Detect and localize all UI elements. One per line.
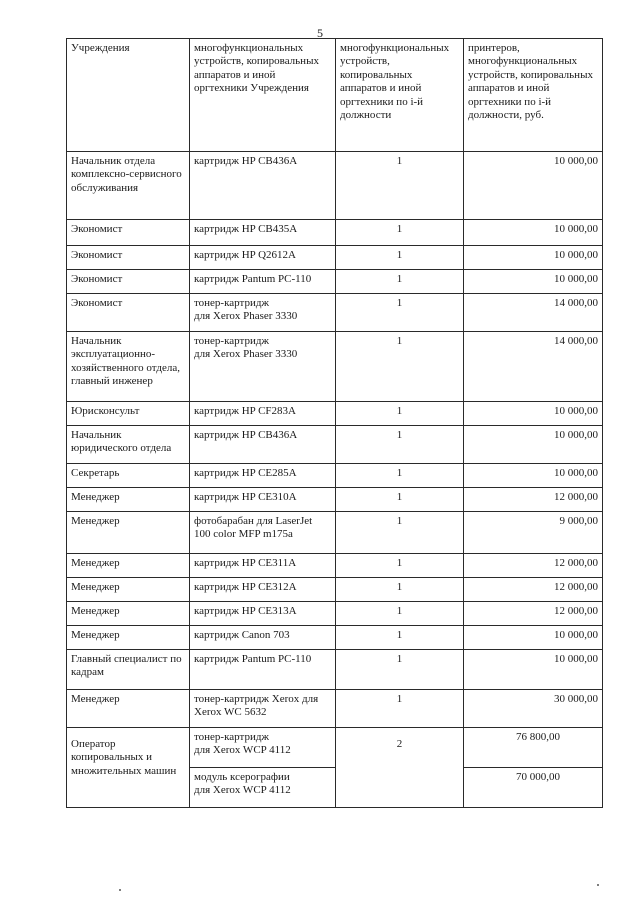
table-row-operator	[67, 728, 603, 808]
item-cell: картридж HP CE312A	[190, 578, 336, 602]
item-cell: тонер-картридж Xerox для Xerox WC 5632	[190, 690, 336, 728]
price-cell: 30 000,00	[464, 690, 603, 728]
item-cell: тонер-картридж для Xerox Phaser 3330	[190, 332, 336, 402]
price-cell: 14 000,00	[464, 294, 603, 332]
position-cell: Менеджер	[67, 554, 190, 578]
item-cell: картридж HP Q2612A	[190, 246, 336, 270]
position-cell: Менеджер	[67, 602, 190, 626]
table-row	[67, 690, 603, 728]
position-cell: Экономист	[67, 220, 190, 246]
position-cell: Оператор копировальных и множительных машин	[67, 728, 190, 808]
table-row	[67, 246, 603, 270]
quantity-cell: 1	[336, 270, 464, 294]
price-cell: 10 000,00	[464, 220, 603, 246]
item-cell: картридж HP CB435A	[190, 220, 336, 246]
position-cell: Менеджер	[67, 488, 190, 512]
header-devices: многофункциональных устройств, копировальных аппаратов и иной оргтехники Учреждения	[190, 39, 336, 152]
position-cell: Главный специалист по кадрам	[67, 650, 190, 690]
price-cell: 70 000,00	[464, 767, 602, 807]
quantity-cell: 1	[336, 602, 464, 626]
price-cell: 12 000,00	[464, 488, 603, 512]
position-cell: Экономист	[67, 294, 190, 332]
quantity-cell: 1	[336, 246, 464, 270]
quantity-cell: 1	[336, 220, 464, 246]
header-price-per-position: принтеров, многофункциональных устройств, копировальных аппаратов и иной оргтехники по i-й должности, руб.	[464, 39, 603, 152]
table-row	[67, 426, 603, 464]
scan-speck	[597, 884, 599, 886]
quantity-cell: 1	[336, 488, 464, 512]
table-row	[67, 578, 603, 602]
position-cell: Начальник отдела комплексно-сервисного обслуживания	[67, 152, 190, 220]
price-cell: 9 000,00	[464, 512, 603, 554]
price-cell: 10 000,00	[464, 246, 603, 270]
item-cell: картридж Canon 703	[190, 626, 336, 650]
position-cell: Экономист	[67, 270, 190, 294]
item-cell: картридж HP CB436A	[190, 152, 336, 220]
table-row	[67, 294, 603, 332]
position-cell: Менеджер	[67, 578, 190, 602]
price-cell: 10 000,00	[464, 152, 603, 220]
table-row	[67, 626, 603, 650]
scan-speck	[119, 889, 121, 891]
table-row	[67, 464, 603, 488]
table-row	[67, 602, 603, 626]
item-cell: картридж HP CE311A	[190, 554, 336, 578]
position-cell: Экономист	[67, 246, 190, 270]
price-cell: 12 000,00	[464, 578, 603, 602]
price-cell: 10 000,00	[464, 426, 603, 464]
quantity-cell: 1	[336, 152, 464, 220]
table-row	[67, 512, 603, 554]
position-cell: Юрисконсульт	[67, 402, 190, 426]
table-row	[67, 152, 603, 220]
quantity-cell: 1	[336, 626, 464, 650]
price-cell: 10 000,00	[464, 402, 603, 426]
position-cell: Менеджер	[67, 626, 190, 650]
position-cell: Менеджер	[67, 690, 190, 728]
item-cell: картридж HP CB436A	[190, 426, 336, 464]
price-cell: 12 000,00	[464, 602, 603, 626]
item-cell: картридж HP CE313A	[190, 602, 336, 626]
header-devices-per-position: многофункциональных устройств, копировальных аппаратов и иной оргтехники по i-й должности	[336, 39, 464, 152]
item-cell: модуль ксерографии для Xerox WCP 4112	[190, 767, 335, 807]
item-cell: картридж Pantum PC-110	[190, 650, 336, 690]
price-cell: 12 000,00	[464, 554, 603, 578]
quantity-cell: 1	[336, 512, 464, 554]
position-cell: Секретарь	[67, 464, 190, 488]
position-cell: Начальник эксплуатационно-хозяйственного отдела, главный инженер	[67, 332, 190, 402]
table-row	[67, 650, 603, 690]
table-row	[67, 554, 603, 578]
table-row	[67, 270, 603, 294]
cartridge-norms-table	[66, 38, 603, 808]
item-cell: тонер-картридж для Xerox Phaser 3330	[190, 294, 336, 332]
price-stack	[464, 728, 603, 808]
quantity-cell: 1	[336, 554, 464, 578]
item-cell: картридж HP CF283A	[190, 402, 336, 426]
position-cell: Начальник юридического отдела	[67, 426, 190, 464]
price-cell: 10 000,00	[464, 270, 603, 294]
quantity-cell: 1	[336, 650, 464, 690]
table-row	[67, 332, 603, 402]
position-cell: Менеджер	[67, 512, 190, 554]
price-cell: 10 000,00	[464, 464, 603, 488]
table-row	[67, 488, 603, 512]
price-cell: 76 800,00	[516, 731, 560, 743]
quantity-cell: 1	[336, 294, 464, 332]
table-row	[67, 402, 603, 426]
quantity-cell: 1	[336, 464, 464, 488]
price-cell: 14 000,00	[464, 332, 603, 402]
item-cell: тонер-картридж для Xerox WCP 4112	[194, 731, 291, 757]
item-cell: фотобарабан для LaserJet 100 color MFP m175a	[190, 512, 336, 554]
quantity-cell: 1	[336, 402, 464, 426]
item-cell: картридж HP CE285A	[190, 464, 336, 488]
header-institutions: Учреждения	[67, 39, 190, 152]
quantity-cell: 1	[336, 578, 464, 602]
item-cell: картридж Pantum PC-110	[190, 270, 336, 294]
header-row	[67, 39, 603, 152]
item-cell: картридж HP CE310A	[190, 488, 336, 512]
quantity-cell: 2	[336, 728, 464, 808]
quantity-cell: 1	[336, 426, 464, 464]
item-stack	[190, 728, 336, 808]
quantity-cell: 1	[336, 332, 464, 402]
quantity-cell: 1	[336, 690, 464, 728]
table-row	[67, 220, 603, 246]
page-number: 5	[317, 26, 323, 40]
price-cell: 10 000,00	[464, 650, 603, 690]
price-cell: 10 000,00	[464, 626, 603, 650]
